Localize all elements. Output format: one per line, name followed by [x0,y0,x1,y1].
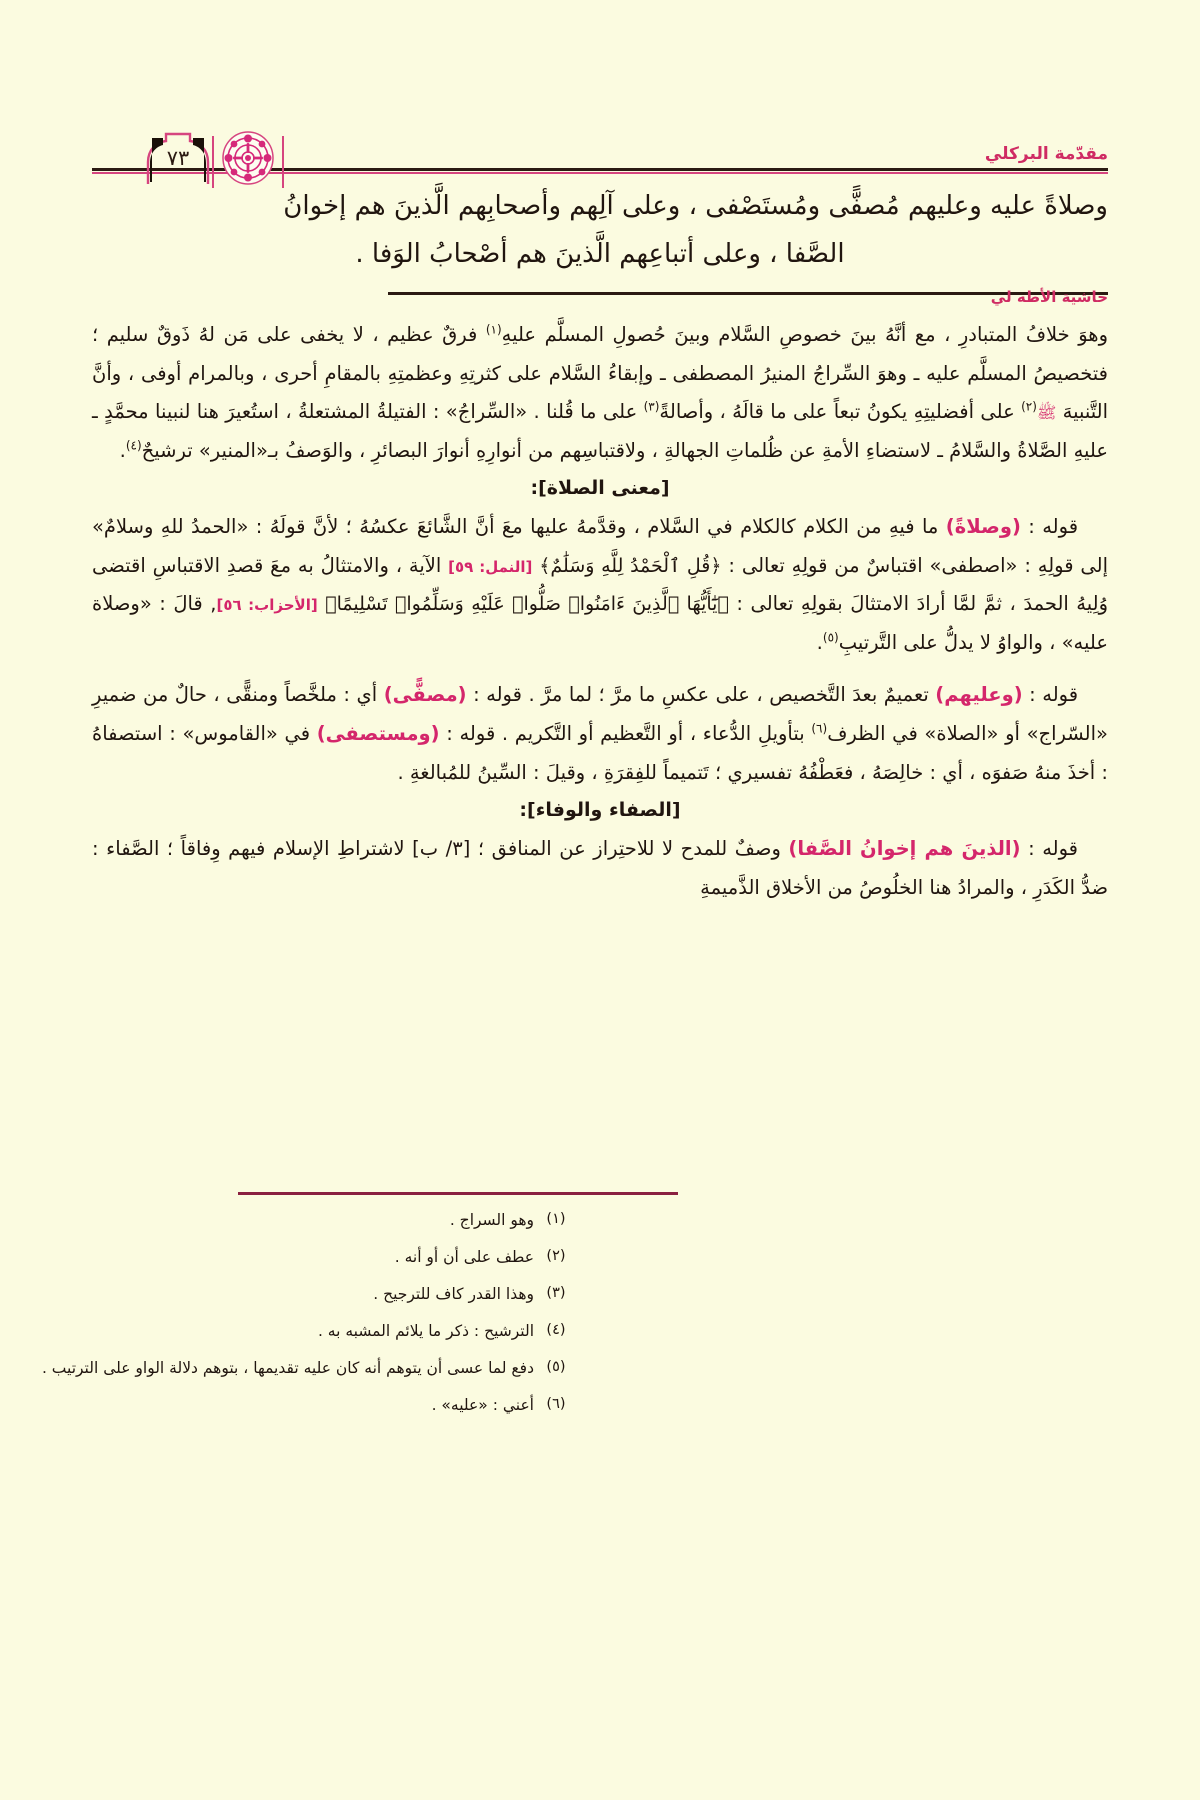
footnote-number: (٤) [546,1322,566,1339]
footnote-marker-6[interactable]: (٦) [811,721,828,736]
footnote-marker-5[interactable]: (٥) [822,630,839,645]
page-number-tablet [146,132,210,184]
quran-ayah-2: ﴿يَٰٓأَيُّهَا ٱلَّذِينَ ءَامَنُوا۟ صَلُّوا۟ عَلَيْهِ وَسَلِّمُوا۟ تَسْلِيمًا﴾ [325,593,729,616]
comm-p2-b: ما فيهِ من الكلام كالكلام في السَّلام ، وقدَّمهُ عليها معَ أنَّ الشَّائعَ عكسُهُ ؛ لأنَّ قولَهُ : «الحمدُ للهِ وسلامٌ» إلى قولِهِ : «اصطفى» اقتباسٌ من قولِهِ تعالى : [92,515,1109,577]
comm-p4-a: قوله : [1028,836,1078,860]
footnote-number: (٣) [546,1285,566,1302]
medallion-divider-right [282,136,284,188]
footnote-number: (١) [546,1211,566,1227]
footnote-item [0,1245,1108,1269]
footnote-text: دفع لما عسى أن يتوهم أنه كان عليه تقديمها ، بتوهم دلالة الواو على الترتيب . [41,1359,534,1378]
footnote-text: وهذا القدر كاف للترجيح . [373,1285,534,1304]
footnote-text: وهو السراج . [449,1211,534,1229]
paragraph-gap [92,662,1108,676]
comm-p2-e: . [816,630,823,654]
footnote-marker-4[interactable]: (٤) [125,438,142,453]
commentary-block [92,316,1108,907]
comm-p1-b: فرقٌ عظيم ، لا يخفى على مَن لهُ ذَوقٌ سليم ؛ فتخصيصُ المسلَّم عليه ـ وهوَ السِّراجُ المنيرُ المصطفى ـ وإبقاءُ السَّلام على كثرتِهِ وعظمتِهِ بالمقامِ أحرى ، وبالمرام أوفى ، وأنَّ التَّنبيهَ [92,323,1108,424]
page-header [92,118,1108,182]
footnote-item [0,1393,1108,1417]
footnote-separator-rule [238,1192,678,1195]
commentary-label: حاشية الأطه لي [990,288,1108,306]
footnote-number: (٥) [546,1359,566,1376]
commentary-paragraph-3 [92,676,1108,792]
footnote-text: الترشيح : ذكر ما يلائم المشبه به . [317,1322,534,1341]
quran-ayah-1: ﴿قُلِ ٱلْحَمْدُ لِلَّهِ وَسَلَٰمٌ﴾ [539,554,722,577]
comm-p1-c: على أفضليتِهِ يكونُ تبعاً على ما قالَهُ ، وأصالةً [659,400,1015,424]
footnote-item [0,1282,1108,1306]
footnote-list [41,1208,1108,1430]
footnote-inner [41,1208,1108,1430]
comm-p2-a: قوله : [1028,515,1079,539]
comm-p1-d: على ما قُلنا . «السِّراجُ» : الفتيلةُ المشتعلةُ ، استُعيرَ هنا لنبينا محمَّدٍ ـ عليهِ الصَّلاةُ والسَّلامُ ـ لاستضاءِ الأمةِ عن ظُلماتِ الجهالةِ ، ولاقتباسِهم من أنوارِهِ أنوارَ البصائرِ ، والوَصفُ بـ«المنير» ترشيحٌ [92,400,1108,462]
quoted-lemma-ikhwan-al-safa: (الذينَ هم إخوانُ الصَّفا) [788,836,1021,860]
main-text-block [92,182,1108,278]
comm-p3-a: قوله : [1029,683,1079,707]
footnote-marker-2[interactable]: (٢) [1021,399,1037,414]
quoted-lemma-wasalatan: (وصلاةً) [945,515,1021,539]
comm-p1-e: . [119,438,126,462]
comm-p3-e: في «القاموس» : استصفاهُ : أخذَ منهُ صَفوَه ، أي : خالِصَهُ ، فعَطْفُهُ تفسيري ؛ تَتميماً للفِقرَةِ ، وقيلَ : السِّينُ للمُبالغةِ . [92,722,1108,784]
comm-p3-b: تعميمٌ بعدَ التَّخصيص ، على عكسِ ما مرَّ ؛ لما مرَّ . قوله : [473,683,929,707]
quran-ref-1: [النمل: ٥٩] [448,557,533,576]
matn-line-2: الصَّفا ، وعلى أتباعِهم الَّذينَ هم أصْحابُ الوَفا . [355,239,845,270]
footnote-number: (٢) [546,1248,566,1265]
commentary-paragraph-2 [92,508,1108,662]
footnote-marker-3[interactable]: (٣) [643,399,660,414]
comm-p4-b: وصفٌ للمدح لا للاحتِراز عن المنافق ؛ [٣/ ب] لاشتراطِ الإسلام فيهم وِفاقاً ؛ الصَّفاء : ضدُّ الكَدَرِ ، والمرادُ هنا الخلُوصُ من الأخلاق الذَّميمةِ [92,836,1108,899]
ornamental-rosette-icon [220,130,276,186]
footnote-text: أعني : «عليه» . [431,1396,534,1415]
commentary-paragraph-1 [92,316,1108,470]
comm-p3-d: بتأويلِ الدُّعاء ، أو التَّعظيم أو التَّكريم . قوله : [446,722,805,746]
medallion-divider-left [212,136,214,188]
footnote-item [0,1319,1108,1343]
quoted-lemma-musaffa: (مصفًّى) [383,683,467,707]
footnote-item [0,1208,1108,1232]
section-heading-meaning-of-salah: [معنى الصلاة]: [530,477,670,500]
footnote-number: (٦) [546,1396,566,1413]
comm-p1-a: وهوَ خلافُ المتبادرِ ، مع أنَّهُ بينَ خصوصِ السَّلام وبينَ حُصولِ المسلَّم عليهِ [501,323,1108,346]
footnote-marker-1[interactable]: (١) [485,322,502,337]
footnote-text: عطف على أن أو أنه . [394,1248,534,1267]
salutation-glyph-icon: ﷺ [1036,403,1057,423]
section-heading-purity-and-loyalty: [الصفاء والوفاء]: [519,799,681,822]
quoted-lemma-wamustasfa: (ومستصفى) [316,722,440,746]
commentary-paragraph-4 [92,830,1108,907]
matn-line-1: وصلاةً عليه وعليهم مُصفًّى ومُستَصْفى ، وعلى آلِهم وأصحابِهم الَّذينَ هم إخوانُ [283,191,1108,221]
book-title: مقدّمة البركلي [984,144,1108,164]
quran-ref-2: [الأحزاب: ٥٦] [216,596,318,615]
comm-p2-c: الآية ، والامتثالُ به معَ قصدِ الاقتباسِ اقتضى وُلِيهُ الحمدَ ، ثمَّ لمَّا أرادَ الامتثالَ بقولِهِ تعالى : [92,553,1109,616]
quoted-lemma-wa-alayhim: (وعليهم) [935,683,1023,707]
comm-p3-c: أي : ملخَّصاً ومنقًّى ، حالٌ من ضميرِ «السّراج» أو «الصلاة» في الظرف [92,683,1108,746]
footnote-item [0,1356,1108,1380]
page-number: ٧٣ [166,146,190,170]
comm-p2-d: , قالَ : «وصلاة عليه» ، والواوُ لا يدلُّ على التَّرتيبِ [92,592,1108,654]
